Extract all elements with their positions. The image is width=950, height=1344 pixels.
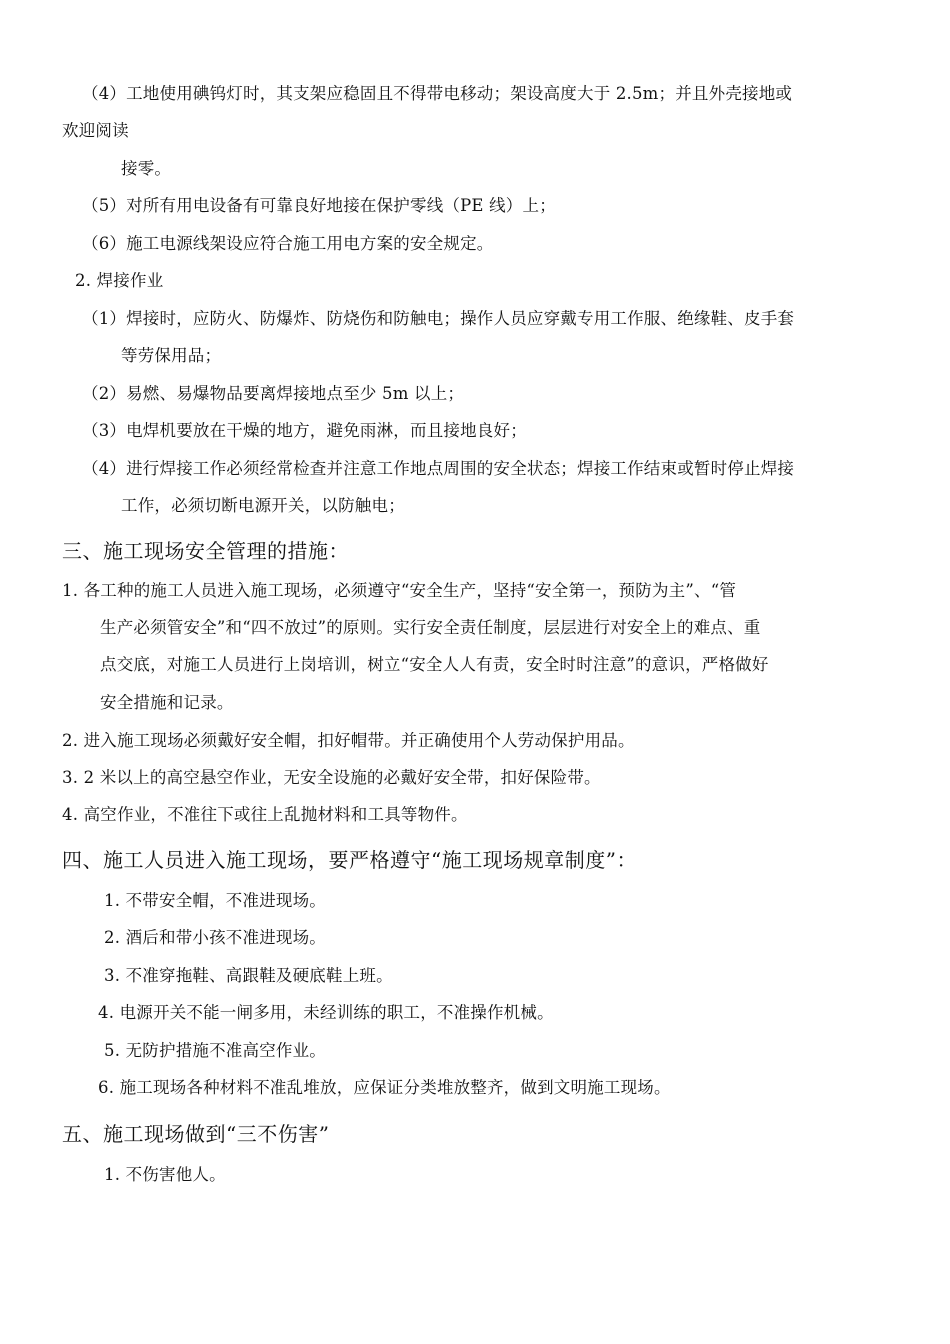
- section-4-rule-4: 4. 电源开关不能一闸多用，未经训练的职工，不准操作机械。: [98, 1003, 554, 1022]
- welding-subtitle: 2. 焊接作业: [75, 271, 164, 290]
- section-3-item-1-line-1: 1. 各工种的施工人员进入施工现场，必须遵守“安全生产，坚持“安全第一，预防为主”、“管: [62, 581, 737, 600]
- section-3-item-1-line-2: 生产必须管安全”和“四不放过”的原则。实行安全责任制度，层层进行对安全上的难点、重: [100, 618, 761, 637]
- welcome-watermark-text: 欢迎阅读: [62, 121, 129, 140]
- section-5-rule-1: 1. 不伤害他人。: [104, 1165, 226, 1184]
- welding-item-2: （2）易燃、易爆物品要离焊接地点至少 5m 以上；: [82, 384, 465, 403]
- welding-item-4-line-1: （4）进行焊接工作必须经常检查并注意工作地点周围的安全状态；焊接工作结束或暂时停止焊接: [82, 459, 795, 478]
- welding-item-3: （3）电焊机要放在干燥的地方，避免雨淋，而且接地良好；: [82, 421, 527, 440]
- electrical-item-4-line-1: （4）工地使用碘钨灯时，其支架应稳固且不得带电移动；架设高度大于 2.5m；并且外壳接地或: [82, 84, 793, 103]
- section-5-heading: 五、施工现场做到“三不伤害”: [62, 1122, 330, 1146]
- section-3-item-1-line-4: 安全措施和记录。: [100, 693, 234, 712]
- electrical-item-5: （5）对所有用电设备有可靠良好地接在保护零线（PE 线）上；: [82, 196, 556, 215]
- section-4-rule-2: 2. 酒后和带小孩不准进现场。: [104, 928, 326, 947]
- section-3-item-1-line-3: 点交底，对施工人员进行上岗培训，树立“安全人人有责，安全时时注意”的意识，严格做好: [100, 655, 769, 674]
- section-3-item-2: 2. 进入施工现场必须戴好安全帽，扣好帽带。并正确使用个人劳动保护用品。: [62, 731, 635, 750]
- section-4-rule-5: 5. 无防护措施不准高空作业。: [104, 1041, 326, 1060]
- section-4-rule-1: 1. 不带安全帽，不准进现场。: [104, 891, 326, 910]
- section-3-item-3: 3. 2 米以上的高空悬空作业，无安全设施的必戴好安全带，扣好保险带。: [62, 768, 601, 787]
- section-4-heading: 四、施工人员进入施工现场，要严格遵守“施工现场规章制度”：: [62, 848, 637, 872]
- section-4-rule-6: 6. 施工现场各种材料不准乱堆放，应保证分类堆放整齐，做到文明施工现场。: [98, 1078, 671, 1097]
- section-4-rule-3: 3. 不准穿拖鞋、高跟鞋及硬底鞋上班。: [104, 966, 393, 985]
- electrical-item-6: （6）施工电源线架设应符合施工用电方案的安全规定。: [82, 234, 494, 253]
- welding-item-1-line-1: （1）焊接时，应防火、防爆炸、防烧伤和防触电；操作人员应穿戴专用工作服、绝缘鞋、皮手套: [82, 309, 795, 328]
- electrical-item-4-line-2: 接零。: [121, 159, 172, 178]
- welding-item-4-line-2: 工作，必须切断电源开关，以防触电；: [121, 496, 405, 515]
- section-3-heading: 三、施工现场安全管理的措施：: [62, 539, 349, 563]
- section-3-item-4: 4. 高空作业，不准往下或往上乱抛材料和工具等物件。: [62, 805, 468, 824]
- welding-item-1-line-2: 等劳保用品；: [121, 346, 222, 365]
